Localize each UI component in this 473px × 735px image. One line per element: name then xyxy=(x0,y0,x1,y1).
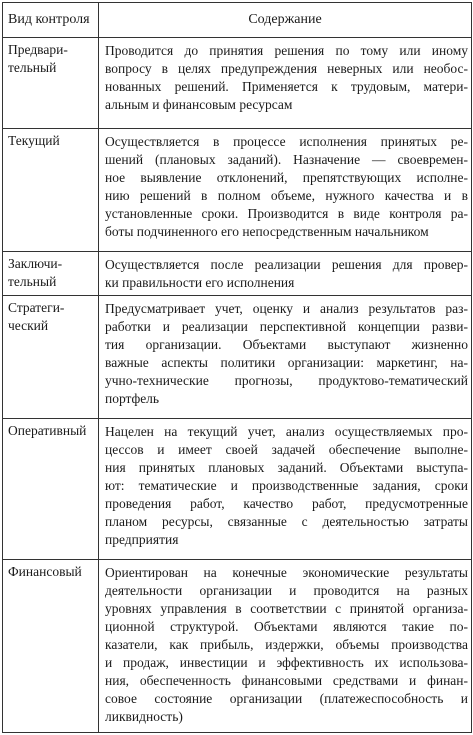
column-header-type-label: Вид контроля xyxy=(8,12,90,27)
content-cell xyxy=(99,560,472,733)
control-type-text: Предвари- xyxy=(8,42,68,57)
table-row xyxy=(3,419,472,560)
content-text: шений (плановых заданий). Назначение — своевремен- xyxy=(105,152,468,167)
content-text: ния принятых плановых заданий. Объектами выступа- xyxy=(105,460,468,475)
content-text: совое состояние организации (платежеспособность и xyxy=(105,691,468,706)
content-text: учно-технические прогнозы, продуктово-тематический xyxy=(105,373,468,388)
control-type-cell xyxy=(3,252,99,296)
content-text: ционной структурой. Объектами являются такие по- xyxy=(105,619,468,634)
content-text: планом ресурсы, связанные с деятельностью затраты xyxy=(105,514,468,529)
control-type-text: тельный xyxy=(8,274,57,289)
content-text: предприятия xyxy=(105,532,179,547)
content-text: деятельности организации и проводится на разных xyxy=(105,583,468,598)
control-type-cell xyxy=(3,419,99,560)
content-cell xyxy=(99,129,472,252)
content-text: казатели, как прибыль, издержки, объемы производства xyxy=(105,637,468,652)
control-type-cell xyxy=(3,38,99,129)
content-text: цессов и имеет своей задачей обеспечение выполне- xyxy=(105,442,468,457)
table-row xyxy=(3,129,472,252)
content-text: Проводится до принятия решения по тому или иному xyxy=(105,43,468,58)
content-text: уровнях управления в соответствии с принятой организа- xyxy=(105,601,468,616)
control-type-text: Заключи- xyxy=(8,256,63,271)
control-type-text: Текущий xyxy=(8,133,60,148)
control-type-text: Оперативный xyxy=(8,423,87,438)
content-text: ки правильности его исполнения xyxy=(105,275,295,290)
content-text: вопросу в целях предупреждения неверных или необос- xyxy=(105,61,468,76)
column-header-content xyxy=(99,3,472,38)
content-text: важные аспекты политики организации: маркетинг, на- xyxy=(105,355,468,370)
content-text: Осуществляется в процессе исполнения принятых ре- xyxy=(105,134,468,149)
control-type-cell xyxy=(3,296,99,419)
content-cell xyxy=(99,38,472,129)
content-text: портфель xyxy=(105,391,160,406)
content-text: ют: тематические и производственные задания, сроки xyxy=(105,478,468,493)
content-cell xyxy=(99,296,472,419)
content-text: нию решений в полном объеме, нужного качества и в xyxy=(105,188,468,203)
content-text: ния, обеспеченность финансовыми средствами и финан- xyxy=(105,673,468,688)
control-type-text: тельный xyxy=(8,60,57,75)
table-row xyxy=(3,38,472,129)
column-header-type xyxy=(3,3,99,38)
content-text: Осуществляется после реализации решения для провер- xyxy=(105,257,468,272)
table-row xyxy=(3,560,472,733)
content-text: альным и финансовым ресурсам xyxy=(105,97,293,112)
content-cell xyxy=(99,419,472,560)
content-text: тия организации. Объектами выступают жизненно xyxy=(105,337,468,352)
control-type-cell xyxy=(3,560,99,733)
content-text: боты подчиненного его непосредственным начальником xyxy=(105,224,429,239)
table-row xyxy=(3,296,472,419)
content-text: установленные сроки. Производится в виде контроля ра- xyxy=(105,206,468,221)
control-types-table xyxy=(2,2,472,733)
control-type-cell xyxy=(3,129,99,252)
content-text: Предусматривает учет, оценку и анализ результатов раз- xyxy=(105,301,468,316)
content-text: проведения работ, качество работ, предусмотренные xyxy=(105,496,468,511)
control-type-text: Финансовый xyxy=(8,564,82,579)
content-text: ное выявление отклонений, препятствующих исполне- xyxy=(105,170,468,185)
control-type-text: ческий xyxy=(8,318,49,333)
control-type-text: Стратеги- xyxy=(8,300,65,315)
header-row xyxy=(3,3,472,38)
content-text: Ориентирован на конечные экономические результаты xyxy=(105,565,468,580)
content-text: и продаж, инвестиции и эффективность их использова- xyxy=(105,655,468,670)
content-cell xyxy=(99,252,472,296)
column-header-content-label: Содержание xyxy=(248,12,322,27)
content-text: Нацелен на текущий учет, анализ осуществляемых про- xyxy=(105,424,468,439)
content-text: ликвидность) xyxy=(105,709,183,724)
content-text: работки и реализации перспективной концепции разви- xyxy=(105,319,468,334)
content-text: нованных решений. Применяется к трудовым, матери- xyxy=(105,79,468,94)
table-row xyxy=(3,252,472,296)
